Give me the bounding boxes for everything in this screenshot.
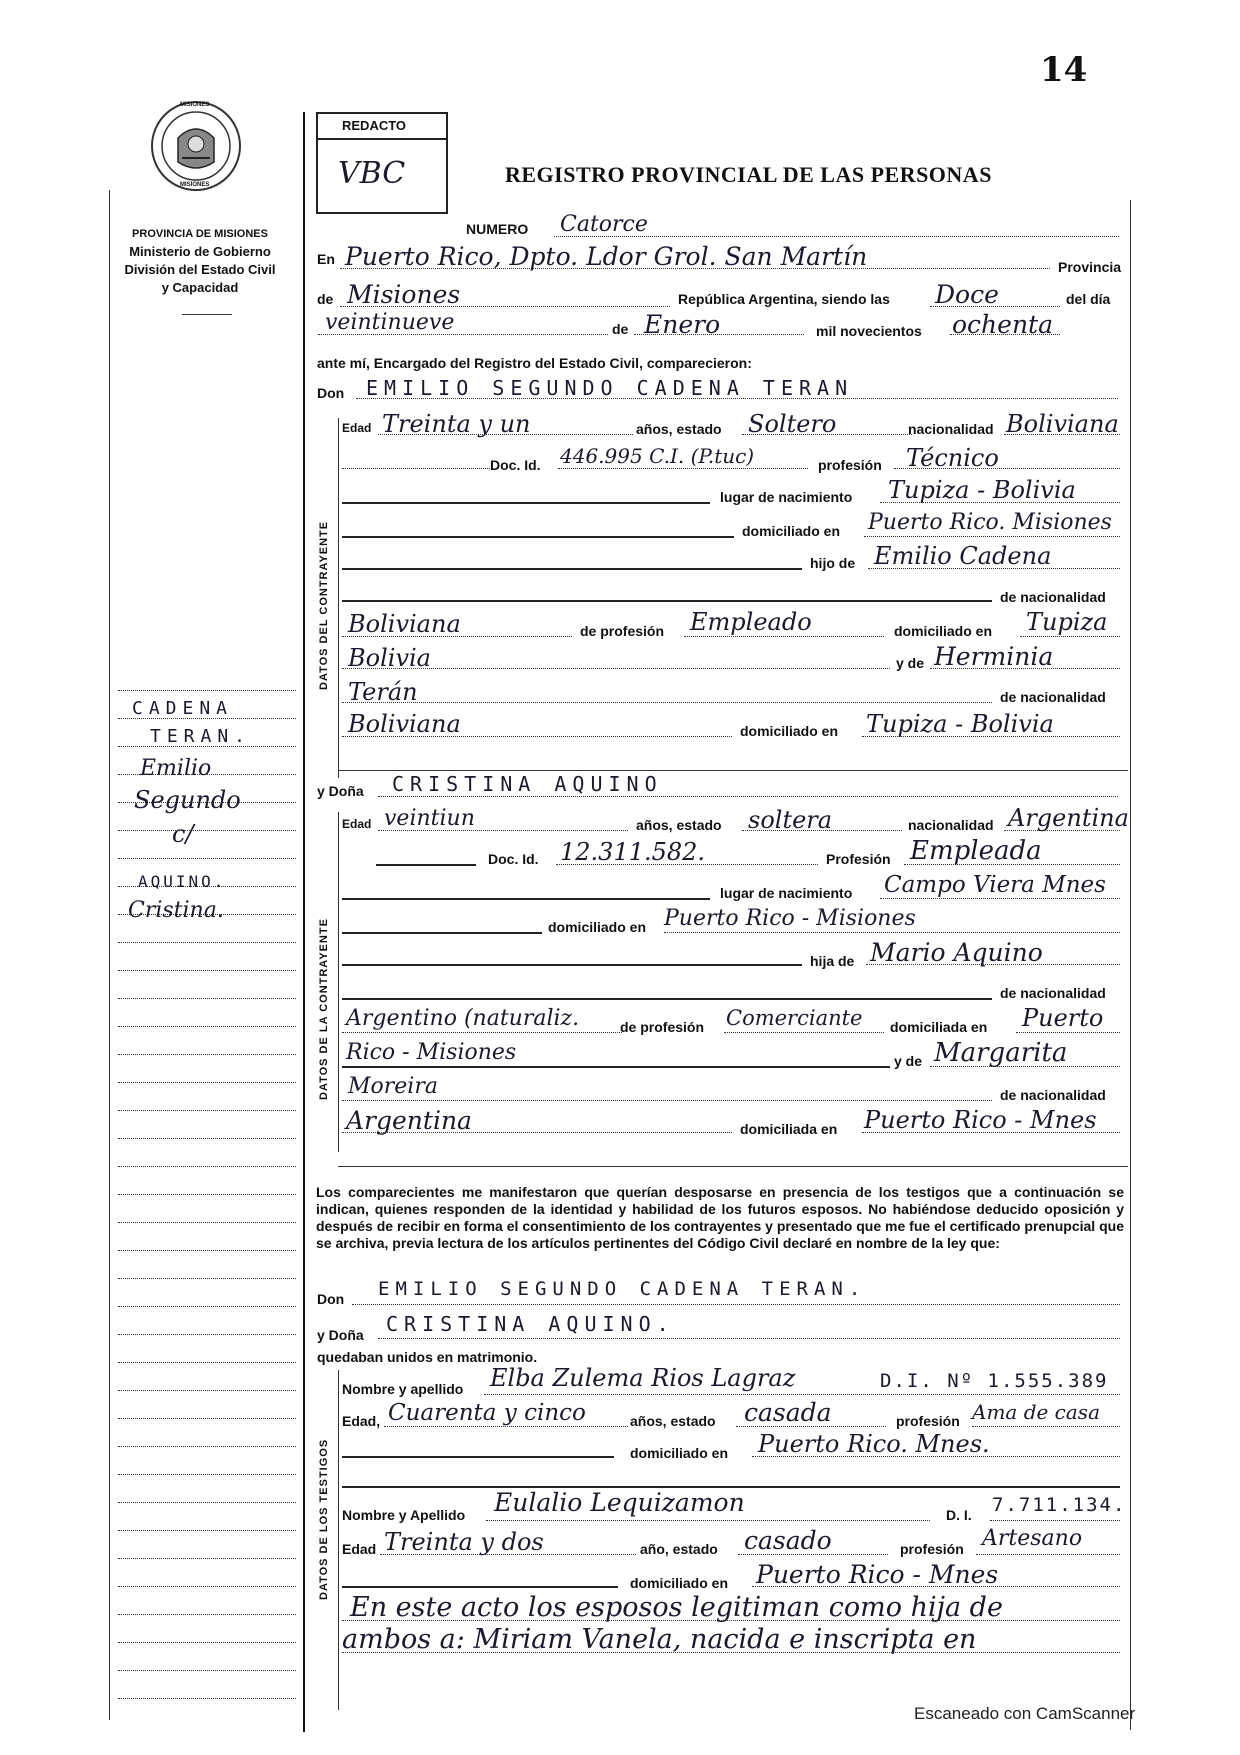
left-column-rule (118, 970, 296, 971)
ante-mi-text: ante mí, Encargado del Registro del Estado Civil, comparecieron: (317, 355, 752, 371)
t1-edad-label: Edad, (342, 1413, 381, 1429)
note-line-2: ambos a: Miriam Vanela, nacida e inscripta en (342, 1624, 977, 1655)
left-column-rule (118, 1026, 296, 1027)
left-column-rule (118, 1502, 296, 1503)
hora-value: Doce (935, 280, 999, 309)
c2-denac-pre-line (342, 998, 992, 1000)
c1-domiciliado-line (864, 536, 1120, 537)
contrayente-1-name: EMILIO SEGUNDO CADENA TERAN (366, 376, 854, 400)
c1-domiciliado-value: Puerto Rico. Misiones (868, 510, 1112, 535)
t1-nombre-label: Nombre y apellido (342, 1381, 464, 1397)
decl-dona-label: y Doña (317, 1327, 364, 1343)
c1-edad-value: Treinta y un (382, 410, 531, 438)
redacto-box (316, 112, 448, 214)
c1-padre-dom-line (1020, 636, 1120, 637)
quedaban-text: quedaban unidos en matrimonio. (317, 1349, 538, 1365)
margin-note-line: c/ (172, 820, 194, 848)
c2-doc-value: 12.311.582. (560, 838, 706, 866)
seal-graphic (150, 100, 242, 192)
c2-profesion-value: Empleada (910, 836, 1042, 866)
c1-madre-dom-label: domiciliado en (740, 723, 839, 739)
anio-value: ochenta (952, 310, 1054, 339)
c2-madre-2: Moreira (348, 1074, 438, 1099)
c2-padre-dom-1: Puerto (1022, 1004, 1104, 1032)
t1-dom-pre-line (342, 1456, 614, 1458)
c2-lugar-pre-line (342, 898, 710, 900)
testigos-section-label: DATOS DE LOS TESTIGOS (318, 1438, 330, 1600)
division-label-2: y Capacidad (161, 280, 239, 295)
t1-dom-value: Puerto Rico. Mnes. (758, 1430, 990, 1458)
seal-bottom-text: MISIONES (180, 182, 210, 188)
t1-profesion-line (972, 1426, 1120, 1427)
provincial-seal (150, 100, 242, 192)
c1-lugar-pre-line (342, 502, 710, 504)
contrayente-1-bracket (338, 418, 339, 778)
c1-padre-dom-2: Bolivia (348, 644, 431, 672)
c1-nacionalidad-label: nacionalidad (908, 421, 994, 437)
c2-nacionalidad-label: nacionalidad (908, 817, 994, 833)
c1-padre-prof-line (684, 636, 884, 637)
c2-lugar-line (880, 898, 1120, 899)
c2-lugar-value: Campo Viera Mnes (884, 872, 1106, 898)
c1-madre-dom: Tupiza - Bolivia (866, 710, 1054, 738)
c2-padre-prof: Comerciante (726, 1006, 863, 1030)
c2-madre-2-line (342, 1100, 992, 1101)
dia-value: veintinueve (325, 310, 455, 335)
division-label: División del Estado Civil (124, 262, 276, 277)
t2-dom-pre-line (342, 1586, 618, 1588)
t2-doc-label: D. I. (946, 1507, 972, 1523)
left-column-rule (118, 858, 296, 859)
decl-don-value: EMILIO SEGUNDO CADENA TERAN. (378, 1278, 867, 1300)
left-column-rule (118, 1586, 296, 1587)
t1-dom-label: domiciliado en (630, 1445, 729, 1461)
de-label: de (317, 291, 334, 307)
c2-lugar-label: lugar de nacimiento (720, 885, 853, 901)
t2-dom-value: Puerto Rico - Mnes (756, 1560, 999, 1589)
c2-doc-pre-line (376, 864, 476, 866)
c2-padre-dom-2-line (342, 1066, 890, 1068)
c2-padre-value: Mario Aquino (870, 938, 1043, 967)
province-label: PROVINCIA DE MISIONES (132, 228, 268, 240)
left-column-rule (118, 1530, 296, 1531)
c2-domiciliado-line (664, 932, 1120, 933)
c1-anos-estado-label: años, estado (636, 421, 722, 437)
provincia-label: Provincia (1058, 259, 1122, 275)
t1-edad-line (384, 1426, 628, 1427)
c2-dom-pre-line (342, 932, 542, 934)
c1-madre-1: Herminia (934, 642, 1054, 671)
contrayente-2-section-label: DATOS DE LA CONTRAYENTE (318, 918, 330, 1100)
document-title: REGISTRO PROVINCIAL DE LAS PERSONAS (505, 162, 992, 187)
c2-padre-dom-line (1016, 1032, 1120, 1033)
left-column-rule (118, 1110, 296, 1111)
t2-profesion-label: profesión (900, 1541, 964, 1557)
c2-edad-label: Edad (342, 817, 372, 831)
header-divider (182, 314, 232, 315)
page-number: 14 (1040, 50, 1088, 90)
c1-profesion-label: profesión (818, 457, 882, 473)
c1-lugar-value: Tupiza - Bolivia (888, 476, 1076, 504)
c2-madre-nac: Argentina (346, 1106, 472, 1135)
c2-padre-nac-line (342, 1032, 622, 1033)
t2-nombre-label: Nombre y Apellido (342, 1507, 466, 1523)
c1-doc-value: 446.995 C.I. (P.tuc) (560, 444, 755, 468)
seal-top-text: MISIONES (180, 102, 210, 108)
t2-edad-label: Edad (342, 1541, 377, 1557)
decl-don-label: Don (317, 1291, 345, 1307)
dona-label: y Doña (317, 783, 364, 799)
c2-madre-1: Margarita (934, 1038, 1068, 1068)
left-column-rule (118, 1418, 296, 1419)
c2-hija-label: hija de (810, 953, 855, 969)
decl-don-line (352, 1304, 1120, 1305)
left-column-border (109, 190, 110, 1720)
left-column-rule (118, 690, 296, 691)
c1-doc-pre-line (342, 468, 490, 469)
c2-madre-dom-label: domiciliada en (740, 1121, 838, 1137)
redacto-signature: VBC (338, 156, 406, 191)
en-label: En (317, 251, 335, 267)
left-column-rule (118, 830, 296, 831)
c2-domiciliado-value: Puerto Rico - Misiones (664, 906, 916, 931)
left-column-rule (118, 1306, 296, 1307)
contrayente-2-bracket (338, 812, 339, 1152)
left-column-rule (118, 1642, 296, 1643)
c1-domiciliado-en-label: domiciliado en (894, 623, 993, 639)
de-mes-label: de (612, 321, 629, 337)
c1-domiciliado-label: domiciliado en (742, 523, 841, 539)
c2-hija-pre-line (342, 964, 802, 966)
left-column-rule (118, 998, 296, 999)
t2-nombre-value: Eulalio Lequizamon (494, 1488, 745, 1517)
c1-lugar-label: lugar de nacimiento (720, 489, 853, 505)
left-column-rule (118, 1194, 296, 1195)
t1-estado-value: casada (744, 1398, 832, 1427)
c1-y-de-label: y de (896, 655, 925, 671)
c1-padre-dom-1: Tupiza (1026, 608, 1108, 636)
t1-nombre-value: Elba Zulema Rios Lagraz (490, 1364, 796, 1392)
c2-domiciliada-label: domiciliada en (890, 1019, 988, 1035)
t2-dom-label: domiciliado en (630, 1575, 729, 1591)
c1-nacionalidad-value: Boliviana (1006, 410, 1119, 438)
c2-profesion-label: Profesión (826, 851, 891, 867)
left-column-rule (118, 1166, 296, 1167)
c2-edad-value: veintiun (384, 806, 475, 831)
decl-dona-value: CRISTINA AQUINO. (386, 1312, 675, 1336)
mes-value: Enero (644, 310, 721, 339)
left-column-rule (118, 1474, 296, 1475)
left-column-rule (118, 1278, 296, 1279)
c1-denac-pre-line (342, 600, 992, 602)
c2-doc-label: Doc. Id. (488, 851, 539, 867)
t2-anos-estado-label: año, estado (640, 1541, 718, 1557)
t2-profesion-value: Artesano (982, 1526, 1083, 1551)
redacto-divider (318, 138, 446, 140)
redacto-label: REDACTO (342, 118, 407, 133)
c2-madre-dom: Puerto Rico - Mnes (864, 1106, 1097, 1134)
margin-note-line: CADENA (132, 698, 234, 719)
de-value: Misiones (347, 280, 461, 309)
c2-padre-prof-line (724, 1032, 884, 1033)
c2-de-prof-label: de profesión (620, 1019, 705, 1035)
c1-padre-nac: Boliviana (348, 610, 461, 638)
c1-padre-prof: Empleado (690, 608, 812, 636)
margin-note-line: TERAN. (150, 726, 252, 747)
declaration-text: Los comparecientes me manifestaron que querían desposarse en presencia de los testigos que a continuación se indican, quienes responden de la identidad y habilidad de los futuros esposos. No habiéndose deducido oposición y después de recibir en forma el consentimiento de los contrayentes y presentado que me fue el certificado prenupcial que se archiva, previa lectura de los artículos pertinentes del Código Civil declaré en nombre de la ley que: (316, 1184, 1124, 1251)
left-column-rule (118, 1614, 296, 1615)
c1-section-bottom (338, 770, 1128, 771)
numero-value: Catorce (560, 212, 648, 237)
left-column-rule (118, 942, 296, 943)
c2-padre-nac: Argentino (naturaliz. (346, 1006, 580, 1031)
left-column-rule (118, 1054, 296, 1055)
c2-padre-dom-2: Rico - Misiones (346, 1040, 517, 1065)
c1-edad-label: Edad (342, 421, 372, 435)
left-column-rule (118, 1362, 296, 1363)
main-left-border (303, 112, 305, 1732)
left-column-rule (118, 1138, 296, 1139)
c1-de-prof-label: de profesión (580, 623, 665, 639)
c1-doc-line (558, 468, 808, 469)
c2-de-nac-label: de nacionalidad (1000, 985, 1106, 1001)
en-value: Puerto Rico, Dpto. Ldor Grol. San Martín (345, 242, 868, 271)
left-column-rule (118, 1558, 296, 1559)
c1-madre-2: Terán (348, 678, 418, 706)
note-line-1: En este acto los esposos legitiman como hija de (350, 1592, 1003, 1623)
left-column-rule (118, 1222, 296, 1223)
left-column-rule (118, 1250, 296, 1251)
left-column-rule (118, 1670, 296, 1671)
dona-line (378, 796, 1118, 797)
t1-edad-value: Cuarenta y cinco (388, 1400, 586, 1426)
c1-madre-2-line (342, 702, 992, 703)
t2-profesion-line (976, 1554, 1120, 1555)
left-column-rule (118, 1082, 296, 1083)
t2-doc-line (990, 1520, 1120, 1521)
c1-estado-value: Soltero (748, 410, 837, 438)
c1-de-nac-label-2: de nacionalidad (1000, 689, 1106, 705)
del-dia-label: del día (1066, 291, 1111, 307)
t2-estado-value: casado (744, 1526, 832, 1555)
c2-section-bottom (338, 1166, 1128, 1167)
contrayente-1-section-label: DATOS DEL CONTRAYENTE (318, 520, 330, 690)
c2-de-nac-label-2: de nacionalidad (1000, 1087, 1106, 1103)
t1-anos-estado-label: años, estado (630, 1413, 716, 1429)
left-column-rule (118, 1390, 296, 1391)
t1-nombre-line (484, 1394, 1120, 1395)
mil-label: mil novecientos (816, 323, 922, 339)
margin-note-line: AQUINO. (138, 872, 227, 891)
c2-nacionalidad-value: Argentina (1008, 804, 1129, 832)
republica-label: República Argentina, siendo las (678, 291, 890, 307)
t2-doc-value: 7.711.134. (992, 1494, 1127, 1516)
margin-note-line: Segundo (134, 786, 241, 814)
main-right-border (1130, 200, 1131, 1730)
c2-domiciliado-label: domiciliado en (548, 919, 647, 935)
contrayente-2-name: CRISTINA AQUINO (392, 772, 663, 796)
ministry-label: Ministerio de Gobierno (129, 244, 271, 259)
t1-profesion-label: profesión (896, 1413, 960, 1429)
c1-doc-label: Doc. Id. (490, 457, 541, 473)
testigos-bracket (338, 1370, 339, 1710)
numero-label: NUMERO (466, 221, 529, 237)
left-column-rule (118, 1334, 296, 1335)
t1-profesion-value: Ama de casa (972, 1400, 1100, 1424)
c1-hijo-pre-line (342, 568, 802, 570)
c1-dom-pre-line (342, 536, 734, 538)
c1-de-nac-label: de nacionalidad (1000, 589, 1106, 605)
c2-y-de-label: y de (894, 1053, 923, 1069)
c2-anos-estado-label: años, estado (636, 817, 722, 833)
c1-padre-value: Emilio Cadena (874, 542, 1052, 570)
decl-dona-line (378, 1338, 1120, 1339)
margin-note-line: Emilio (140, 756, 212, 781)
left-column-rule (118, 1446, 296, 1447)
c1-hijo-label: hijo de (810, 555, 856, 571)
t2-edad-value: Treinta y dos (384, 1528, 544, 1556)
left-column-rule (118, 1698, 296, 1699)
don-label: Don (317, 385, 345, 401)
t1-doc-value: D.I. Nº 1.555.389 (880, 1370, 1109, 1392)
margin-note-line: Cristina. (128, 898, 224, 923)
c1-madre-nac: Boliviana (348, 710, 461, 738)
c2-estado-value: soltera (748, 806, 833, 834)
c1-profesion-value: Técnico (906, 444, 999, 472)
t2-nombre-line (486, 1520, 930, 1521)
scanner-watermark: Escaneado con CamScanner (914, 1704, 1136, 1723)
